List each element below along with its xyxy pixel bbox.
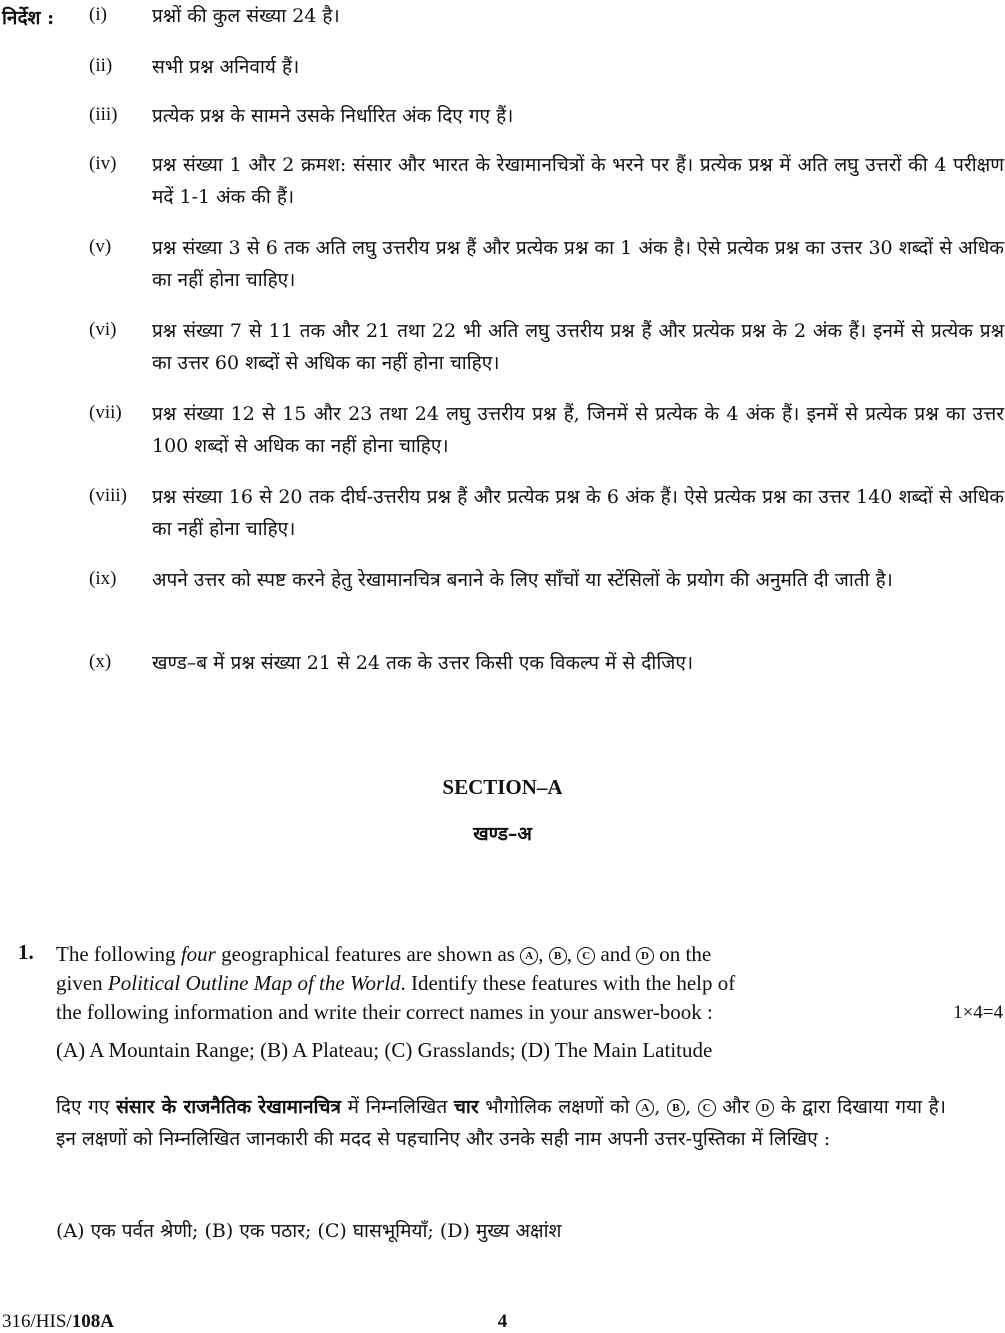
instruction-number: (v) <box>89 236 112 257</box>
question-en-line3: the following information and write their correct names in your answer-book : <box>56 1000 713 1024</box>
text-italic: Political Outline Map of the World <box>107 971 401 995</box>
label-b-circle: B <box>667 1099 685 1117</box>
text-bold: चार <box>453 1096 479 1118</box>
question-en-line1: The following four geographical features are shown as A , B , C and D on the <box>56 942 712 966</box>
instructions-heading: निर्देश : <box>2 7 55 29</box>
instruction-number: (iii) <box>89 104 118 125</box>
instruction-text: प्रश्न संख्या 12 से 15 और 23 तथा 24 लघु उत्तरीय प्रश्न हैं, जिनमें से प्रत्येक के 4 अंक हैं। इनमें से प्रत्येक प्रश्न का उत्तर 100 शब्दों से अधिक का नहीं होना चाहिए। <box>152 403 1004 457</box>
text: भौगोलिक लक्षणों को <box>478 1096 637 1118</box>
instruction-text: प्रश्न संख्या 16 से 20 तक दीर्घ-उत्तरीय प्रश्न हैं और प्रत्येक प्रश्न के 6 अंक हैं। ऐसे प्रत्येक प्रश्न का उत्तर 140 शब्दों से अधिक का नहीं होना चाहिए। <box>152 486 1004 540</box>
instruction-text: प्रश्न संख्या 3 से 6 तक अति लघु उत्तरीय प्रश्न हैं और प्रत्येक प्रश्न का 1 अंक है। ऐसे प्रत्येक प्रश्न का उत्तर 30 शब्दों से अधिक का नहीं होना चाहिए। <box>152 237 1004 291</box>
instruction-text: सभी प्रश्न अनिवार्य हैं। <box>152 56 300 78</box>
instruction-number: (x) <box>89 651 112 672</box>
question-number: 1. <box>18 940 34 964</box>
label-d-circle: D <box>636 947 654 965</box>
text: given <box>56 971 108 995</box>
instruction-text: प्रश्नों की कुल संख्या 24 है। <box>152 5 340 27</box>
label-a-circle: A <box>636 1099 654 1117</box>
instruction-number: (vi) <box>89 319 117 340</box>
instruction-text: प्रत्येक प्रश्न के सामने उसके निर्धारित अंक दिए गए हैं। <box>152 105 514 127</box>
label-c-circle: C <box>698 1099 716 1117</box>
instruction-number: (vii) <box>89 402 122 423</box>
text: and <box>595 942 637 966</box>
instruction-text: खण्ड–ब में प्रश्न संख्या 21 से 24 तक के उत्तर किसी एक विकल्प में से दीजिए। <box>152 652 694 674</box>
section-title-en: SECTION–A <box>442 775 563 799</box>
section-title-hi: खण्ड–अ <box>473 823 532 845</box>
page-number: 4 <box>497 1311 508 1332</box>
paper-code-prefix: 316/HIS/ <box>2 1311 72 1332</box>
question-en-line2 <box>56 969 946 998</box>
label-a-circle: A <box>520 947 538 965</box>
text-italic: four <box>180 942 216 966</box>
text: में निम्नलिखित <box>340 1096 454 1118</box>
instruction-number: (ix) <box>89 568 117 589</box>
instruction-text: प्रश्न संख्या 7 से 11 तक और 21 तथा 22 भी अति लघु उत्तरीय प्रश्न हैं और प्रत्येक प्रश्न के 2 अंक हैं। इनमें से प्रत्येक प्रश्न का उत्तर 60 शब्दों से अधिक का नहीं होना चाहिए। <box>152 320 1004 374</box>
instruction-number: (viii) <box>89 485 127 506</box>
instruction-number: (iv) <box>89 153 117 174</box>
instruction-text: अपने उत्तर को स्पष्ट करने हेतु रेखामानचित्र बनाने के लिए साँचों या स्टेंसिलों के प्रयोग की अनुमति दी जाती है। <box>152 569 893 591</box>
marks: 1×4=4 <box>953 1002 1003 1023</box>
text-bold: संसार के राजनैतिक रेखामानचित्र <box>116 1096 341 1118</box>
label-c-circle: C <box>577 947 595 965</box>
label-b-circle: B <box>549 947 567 965</box>
text: दिए गए <box>56 1096 117 1118</box>
text: on the <box>654 942 712 966</box>
instruction-number: (i) <box>89 4 107 25</box>
text: The following <box>56 942 181 966</box>
text: geographical features are shown as <box>215 942 521 966</box>
question-hi-options: (A) एक पर्वत श्रेणी; (B) एक पठार; (C) घासभूमियाँ; (D) मुख्य अक्षांश <box>56 1220 562 1242</box>
text: और <box>715 1096 757 1118</box>
question-hi-text: दिए गए संसार के राजनैतिक रेखामानचित्र में निम्नलिखित चार भौगोलिक लक्षणों को A , B , C और D के द्वारा दिखाया गया है। इन लक्षणों को निम्नलिखित जानकारी की मदद से पहचानिए और उनके सही नाम अपनी उत्तर-पुस्तिका में लिखिए : <box>56 1096 946 1150</box>
label-d-circle: D <box>756 1099 774 1117</box>
instruction-number: (ii) <box>89 55 113 76</box>
text: के द्वारा दिखाया गया है। इन लक्षणों को निम्नलिखित जानकारी की मदद से पहचानिए और उनके सही नाम अपनी उत्तर-पुस्तिका में लिखिए : <box>56 1096 946 1150</box>
question-en-options: (A) A Mountain Range; (B) A Plateau; (C) Grasslands; (D) The Main Latitude <box>56 1038 713 1062</box>
text: . Identify these features with the help of <box>400 971 736 995</box>
paper-code-suffix: 108A <box>71 1311 114 1332</box>
instruction-text: प्रश्न संख्या 1 और 2 क्रमश: संसार और भारत के रेखामानचित्रों के भरने पर हैं। प्रत्येक प्रश्न में अति लघु उत्तरों की 4 परीक्षण मदें 1-1 अंक की हैं। <box>152 154 1004 208</box>
